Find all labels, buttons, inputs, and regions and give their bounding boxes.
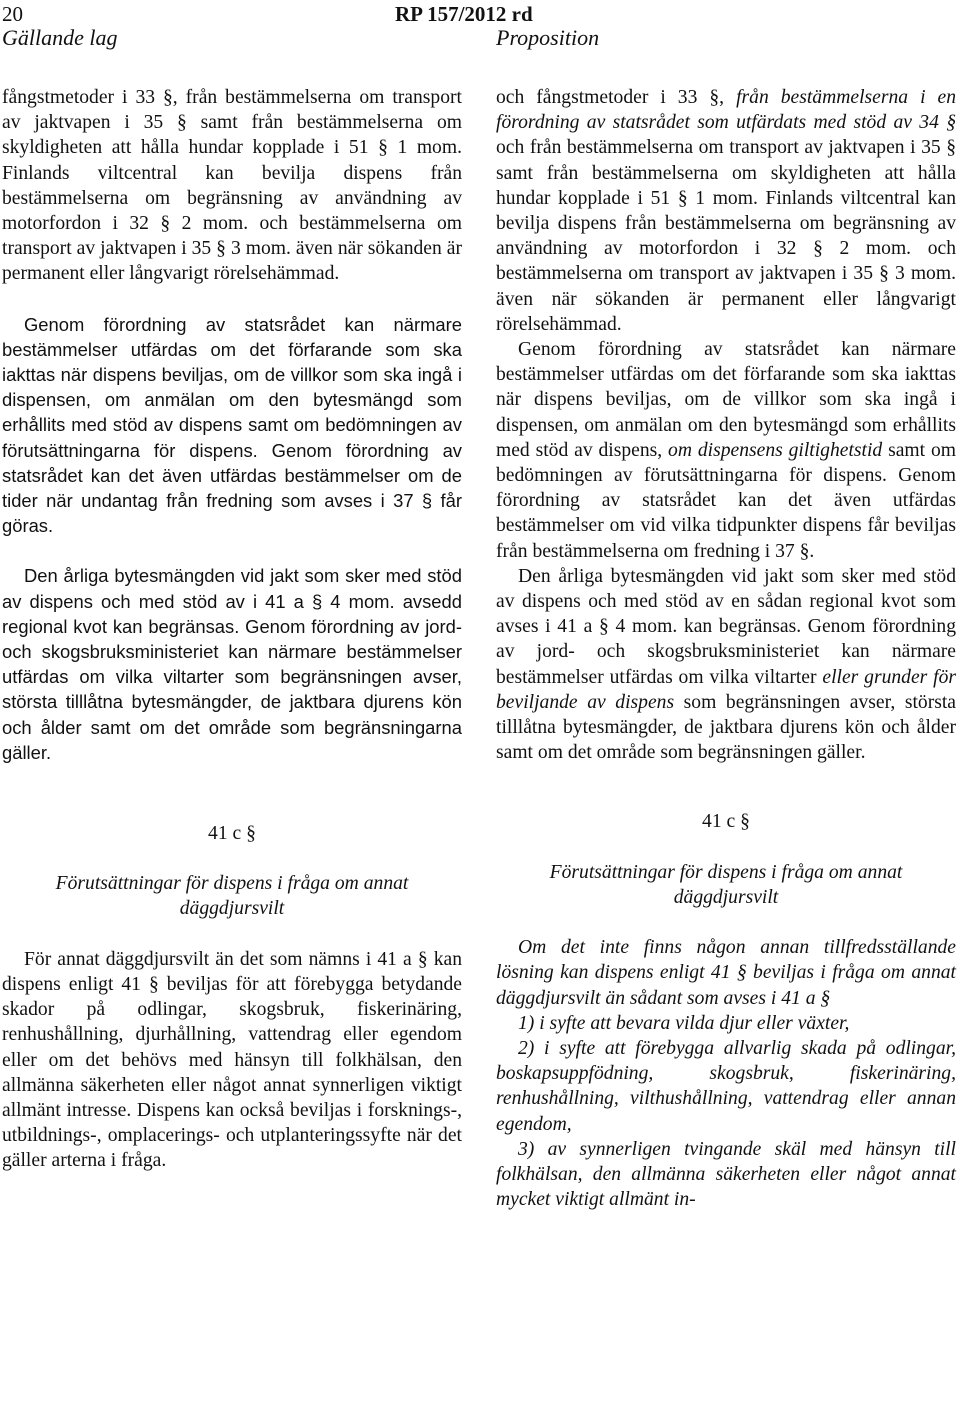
text: Den årliga bytesmängden vid jakt som sker med stöd av dispens och med stöd av en sådan regional kvot som avses i 41 a § 4 mom. kan begränsas. Genom förordning av jord- och skogsbruksministeriet kan närmare bestämmelser utfärdas om vilka viltarter	[496, 565, 956, 688]
list-item: 3) av synnerligen tvingande skäl med hänsyn till folkhälsan, den allmänna säkerheten eller något annat mycket viktigt allmänt in-	[496, 1138, 956, 1211]
amended-text: eller grunder för beviljande av dispens	[496, 666, 957, 713]
paragraph	[496, 564, 956, 766]
text: som begränsningen avser, största tilllåtna bytesmängder, de jaktbara djurens kön och ålder samt om det område som begränsningen gäller.	[496, 691, 956, 764]
text: Genom förordning av statsrådet kan närmare bestämmelser utfärdas om det förfarande som ska iakttas när dispens beviljas, om de villkor som ska ingå i dispensen, om anmälan om den bytesmängd som erhållits med stöd av dispens,	[496, 339, 956, 461]
document-id: RP 157/2012 rd	[395, 2, 533, 26]
section-title: Förutsättningar för dispens i fråga om annat däggdjursvilt	[55, 873, 409, 920]
text: samt om bedömningen av förutsättningarna för dispens. Genom förordning av statsrådet kan det även utfärdas bestämmelser om vid vilka tidpunkter dispens får beviljas från bestämmelserna om fredning i 37 §.	[496, 439, 957, 562]
text: och fångstmetoder i 33 §,	[496, 87, 737, 108]
section-number: 41 c §	[702, 811, 750, 833]
left-column-title: Gällande lag	[2, 25, 118, 50]
current-law-column	[2, 85, 462, 1174]
list-item: 1) i syfte att bevara vilda djur eller växter,	[518, 1012, 850, 1034]
page-number: 20	[2, 2, 23, 26]
paragraph: fångstmetoder i 33 §, från bestämmelserna om transport av jaktvapen i 35 § samt från bestämmelserna om skyldigheten att hålla hundar kopplade i 51 § 1 mom. Finlands viltcentral kan bevilja dispens från bestämmelserna om begränsning av användning av motorfordon i 32 § 2 mom. och bestämmelserna om transport av jaktvapen i 35 § 3 mom. även när sökanden är permanent eller långvarigt rörelsehämmad.	[2, 87, 462, 285]
amended-text: om dispensens giltighetstid	[668, 439, 883, 461]
right-column-title: Proposition	[496, 25, 600, 50]
section-number: 41 c §	[208, 823, 256, 845]
paragraph	[496, 85, 956, 337]
amended-text: från bestämmelserna i en förordning av statsrådet som utfärdats med stöd av 34 §	[496, 87, 956, 134]
paragraph	[496, 337, 956, 564]
paragraph: Genom förordning av statsrådet kan närmare bestämmelser utfärdas om det förfarande som ska iakttas när dispens beviljas, om de villkor som ska ingå i dispensen, om anmälan om den bytesmängd som erhållits med stöd av dispens samt om bedömningen av förutsättningarna för dispens. Genom förordning av statsrådet kan det även utfärdas bestämmelser om de tider när undantag från fredning som avses i 37 § får göras.	[2, 313, 462, 537]
section-title: Förutsättningar för dispens i fråga om annat däggdjursvilt	[549, 861, 903, 908]
proposition-column	[496, 85, 956, 1212]
paragraph: Den årliga bytesmängden vid jakt som sker med stöd av dispens och med stöd av i 41 a § 4 mom. avsedd regional kvot kan begränsas. Genom förordning av jord- och skogsbruksministeriet kan närmare bestämmelser utfärdas om vilka viltarter som begränsningen avser, största tilllåtna bytesmängder, de jaktbara djurens kön och ålder samt om det område som begränsningarna gäller.	[2, 565, 462, 763]
text: och från bestämmelserna om transport av jaktvapen i 35 § samt från bestämmelserna om skyldigheten att hålla hundar kopplade i 51 § 1 mom. Finlands viltcentral kan bevilja dispens från bestämmelserna om begränsning av användning av motorfordon i 32 § 2 mom. och bestämmelserna om transport av jaktvapen i 35 § 3 mom. även när sökanden är permanent eller långvarigt rörelsehämmad.	[496, 137, 956, 335]
list-item: 2) i syfte att förebygga allvarlig skada på odlingar, boskapsuppfödning, skogsbruk, fiskerinäring, renhushållning, vilthushållning, vattendrag eller annan egendom,	[496, 1037, 956, 1135]
paragraph: Om det inte finns någon annan tillfredsställande lösning kan dispens enligt 41 § beviljas i fråga om annat däggdjursvilt än sådant som avses i 41 a §	[496, 937, 956, 1009]
paragraph: För annat däggdjursvilt än det som nämns i 41 a § kan dispens enligt 41 § beviljas för att förebygga betydande skador på odlingar, skogsbruk, fiskerinäring, renhushållning, djurhållning, vattendrag eller egendom eller om det behövs med hänsyn till folkhälsan, den allmänna säkerheten eller något annat synnerligen viktigt allmänt intresse. Dispens kan också beviljas i forsknings-, utbildnings-, omplacerings- och utplanteringssyfte när det gäller arterna i fråga.	[2, 948, 462, 1172]
